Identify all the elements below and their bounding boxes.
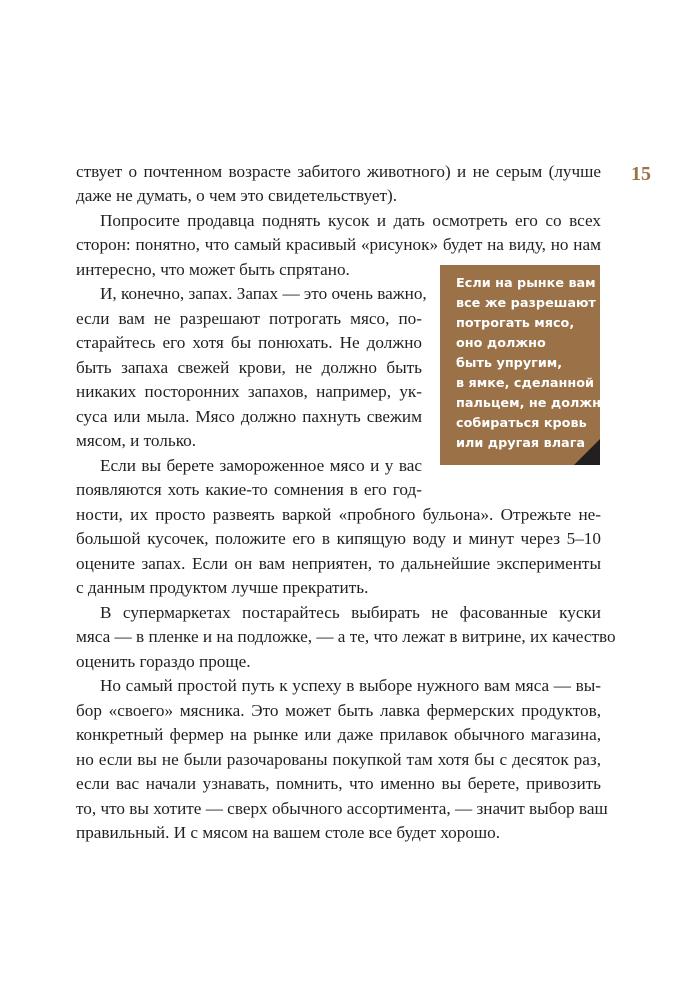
- sidebar-line: все же разрешают: [456, 296, 596, 311]
- text-line: быть запаха свежей крови, не должно быть: [76, 358, 422, 377]
- sidebar-callout: [440, 265, 610, 465]
- text-line: даже не думать, о чем это свидетельствует).: [76, 186, 398, 205]
- text-line: появляются хоть какие-то сомнения в его год-: [76, 480, 422, 499]
- text-line: но если вы не были разочарованы покупкой там хотя бы с десяток раз,: [76, 750, 601, 769]
- text-line: с данным продуктом лучше прекратить.: [76, 578, 369, 597]
- text-line: если вас начали узнавать, помнить, что именно вы берете, привозить: [76, 774, 601, 793]
- text-line: ности, их просто развеять варкой «пробного бульона». Отрежьте не-: [76, 505, 601, 524]
- sidebar-line: Если на рынке вам: [456, 276, 596, 291]
- text-line: Попросите продавца поднять кусок и дать осмотреть его со всех: [100, 211, 601, 230]
- text-line: И, конечно, запах. Запах — это очень важно,: [100, 284, 427, 303]
- text-line: интересно, что может быть спрятано.: [76, 260, 350, 279]
- sidebar-line: или другая влага: [456, 436, 586, 451]
- text-line: если вам не разрешают потрогать мясо, по-: [76, 309, 422, 328]
- text-line: оцените запах. Если он вам неприятен, то дальнейшие эксперименты: [76, 554, 601, 573]
- sidebar-line: быть упругим,: [456, 356, 563, 371]
- text-line: ствует о почтенном возрасте забитого животного) и не серым (лучше: [76, 162, 601, 181]
- text-line: оценить гораздо проще.: [76, 652, 251, 671]
- sidebar-line: в ямке, сделанной: [456, 376, 594, 391]
- sidebar-line: пальцем, не должна: [456, 396, 610, 411]
- text-line: никаких посторонних запахов, например, ук-: [76, 382, 422, 401]
- text-line: бор «своего» мясника. Это может быть лавка фермерских продуктов,: [76, 701, 601, 720]
- text-line: сторон: понятно, что самый красивый «рисунок» будет на виду, но нам: [76, 235, 601, 254]
- sidebar-line: потрогать мясо,: [456, 316, 575, 331]
- sidebar-line: оно должно: [456, 336, 546, 351]
- text-line: В супермаркетах постарайтесь выбирать не фасованные куски: [100, 603, 601, 622]
- text-line: правильный. И с мясом на вашем столе все будет хорошо.: [76, 823, 501, 842]
- text-line: Но самый простой путь к успеху в выборе нужного вам мяса — вы-: [100, 676, 601, 695]
- sidebar-corner-fold: [574, 439, 600, 465]
- text-line: конкретный фермер на рынке или даже прилавок обычного магазина,: [76, 725, 601, 744]
- sidebar-line: собираться кровь: [456, 416, 587, 431]
- page-number: 15: [631, 163, 651, 185]
- text-line: то, что вы хотите — сверх обычного ассортимента, — значит выбор ваш: [76, 799, 608, 818]
- text-line: Если вы берете замороженное мясо и у вас: [100, 456, 422, 475]
- text-line: мяса — в пленке и на подложке, — а те, что лежат в витрине, их качество: [76, 627, 616, 646]
- text-line: суса или мыла. Мясо должно пахнуть свежим: [76, 407, 422, 426]
- text-line: старайтесь его хотя бы понюхать. Не должно: [76, 333, 422, 352]
- text-line: большой кусочек, положите его в кипящую воду и минут через 5–10: [76, 529, 601, 548]
- text-line: мясом, и только.: [76, 431, 197, 450]
